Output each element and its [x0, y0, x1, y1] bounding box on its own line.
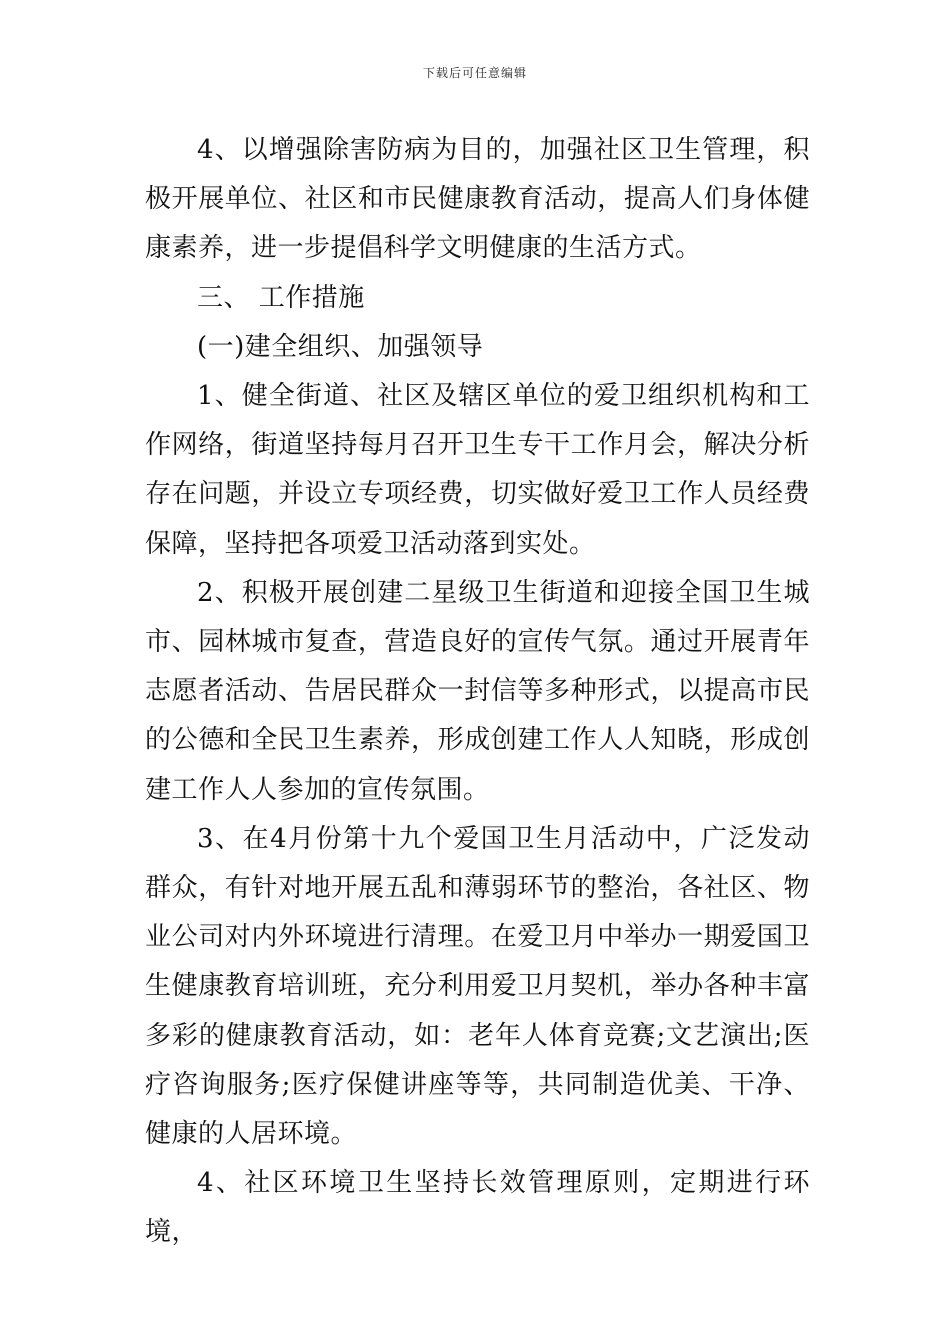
paragraph-goal-4: 4、以增强除害防病为目的，加强社区卫生管理，积极开展单位、社区和市民健康教育活动，提高人们身体健康素养，进一步提倡科学文明健康的生活方式。: [145, 135, 810, 264]
subsection-heading-organization: (一)建全组织、加强领导: [197, 331, 484, 362]
section-heading-measures: 三、 工作措施: [197, 282, 365, 313]
paragraph-measure-1: 1、健全街道、社区及辖区单位的爱卫组织机构和工作网络，街道坚持每月召开卫生专干工作月会，解决分析存在问题，并设立专项经费，切实做好爱卫工作人员经费保障，坚持把各项爱卫活动落到实处。: [145, 381, 810, 559]
page-header: 下载后可任意编辑: [422, 66, 527, 80]
paragraph-measure-4: 4、社区环境卫生坚持长效管理原则，定期进行环境，: [145, 1168, 810, 1248]
document-body: [145, 126, 810, 1258]
paragraph-measure-2: 2、积极开展创建二星级卫生街道和迎接全国卫生城市、园林城市复查，营造良好的宣传气氛。通过开展青年志愿者活动、告居民群众一封信等多种形式，以提高市民的公德和全民卫生素养，形成创建工作人人知晓，形成创建工作人人参加的宣传氛围。: [145, 577, 810, 805]
paragraph-measure-3: 3、在4月份第十九个爱国卫生月活动中，广泛发动群众，有针对地开展五乱和薄弱环节的整治，各社区、物业公司对内外环境进行清理。在爱卫月中举办一期爱国卫生健康教育培训班，充分利用爱卫月契机，举办各种丰富多彩的健康教育活动，如：老年人体育竞赛;文艺演出;医疗咨询服务;医疗保健讲座等等，共同制造优美、干净、健康的人居环境。: [145, 823, 810, 1150]
